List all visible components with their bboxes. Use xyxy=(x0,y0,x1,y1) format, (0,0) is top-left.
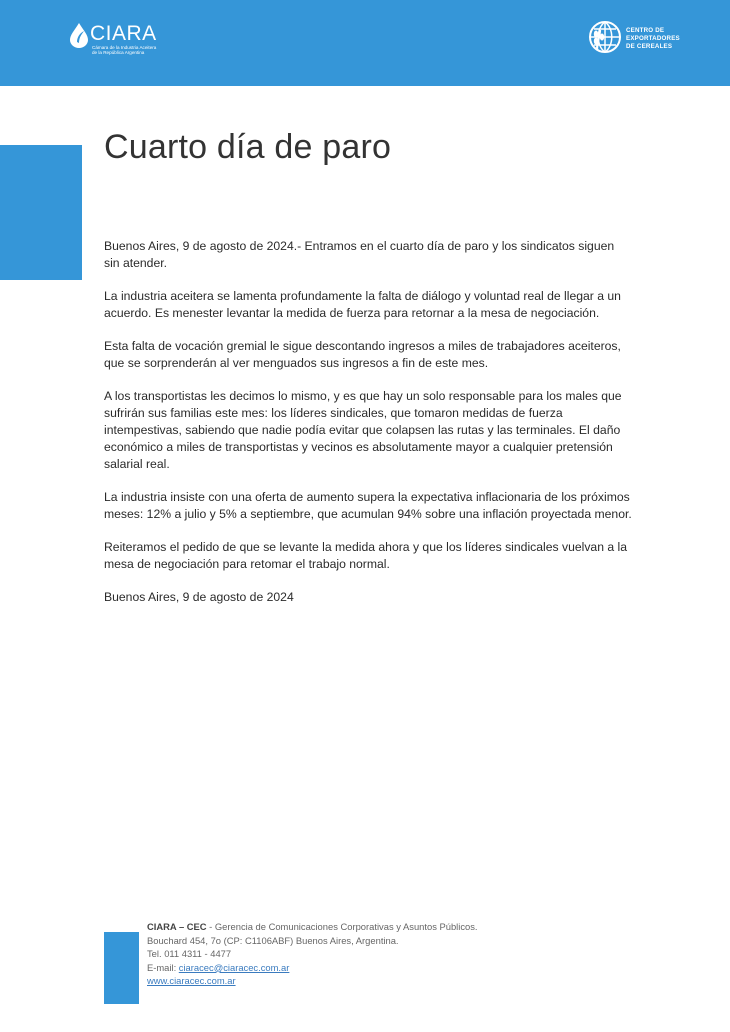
footer-email-line xyxy=(147,961,478,975)
footer-department: - Gerencia de Comunicaciones Corporativas y Asuntos Públicos. xyxy=(206,921,478,932)
footer-email-link[interactable]: ciaracec@ciaracec.com.ar xyxy=(178,961,290,973)
footer-address: Bouchard 454, 7o (CP: C1106ABF) Buenos Aires, Argentina. xyxy=(147,934,399,946)
paragraph: Reiteramos el pedido de que se levante la medida ahora y que los líderes sindicales vuelvan a la mesa de negociación para retomar el trabajo normal. xyxy=(104,540,628,571)
header-band xyxy=(0,0,730,86)
paragraph: A los transportistas les decimos lo mismo, y es que hay un solo responsable para los males que sufrirán sus familias este mes: los líderes sindicales, que tomaron medidas de fuerza intempestivas, sabiendo que nadie podía evitar que colapsen las rutas y las terminales. El daño económico a miles de transportistas y vecinos es absolutamente mayor a cualquier pretensión salarial real. xyxy=(104,389,622,471)
ciara-logo-subtitle: Cámara de la Industria Aceitera de la República Argentina xyxy=(92,45,157,56)
footer-accent-bar xyxy=(104,932,139,1004)
footer-email-label: E-mail: xyxy=(147,961,179,973)
ciara-logo-name: CIARA xyxy=(90,22,157,45)
paragraph: Buenos Aires, 9 de agosto de 2024.- Entramos en el cuarto día de paro y los sindicatos siguen sin atender. xyxy=(104,239,615,270)
footer-org: CIARA – CEC xyxy=(147,921,207,932)
footer-phone: Tel. 011 4311 - 4477 xyxy=(147,948,232,960)
footer-website-link[interactable]: www.ciaracec.com.ar xyxy=(147,975,236,987)
grain-globe-icon xyxy=(588,20,622,54)
paragraph: Esta falta de vocación gremial le sigue descontando ingresos a miles de trabajadores aceiteros, que se sorprenderán al ver menguados sus ingresos a fin de este mes. xyxy=(104,339,621,370)
footer-line-org xyxy=(147,920,478,934)
side-accent-bar xyxy=(0,145,82,280)
page-title: Cuarto día de paro xyxy=(104,128,392,166)
footer-website-line xyxy=(147,974,478,988)
paragraph: La industria aceitera se lamenta profundamente la falta de diálogo y voluntad real de llegar a un acuerdo. Es menester levantar la medida de fuerza para retornar a la mesa de negociación. xyxy=(104,289,621,320)
cec-logo-text: CENTRO DE EXPORTADORES DE CEREALES xyxy=(626,27,680,50)
signature-date: Buenos Aires, 9 de agosto de 2024 xyxy=(104,590,294,604)
ciara-drop-icon xyxy=(68,22,90,48)
footer-contact xyxy=(147,920,478,988)
paragraph: La industria insiste con una oferta de aumento supera la expectativa inflacionaria de los próximos meses: 12% a julio y 5% a septiembre, que acumulan 94% sobre una inflación proyectada menor. xyxy=(104,490,632,521)
press-release-body xyxy=(104,238,632,622)
